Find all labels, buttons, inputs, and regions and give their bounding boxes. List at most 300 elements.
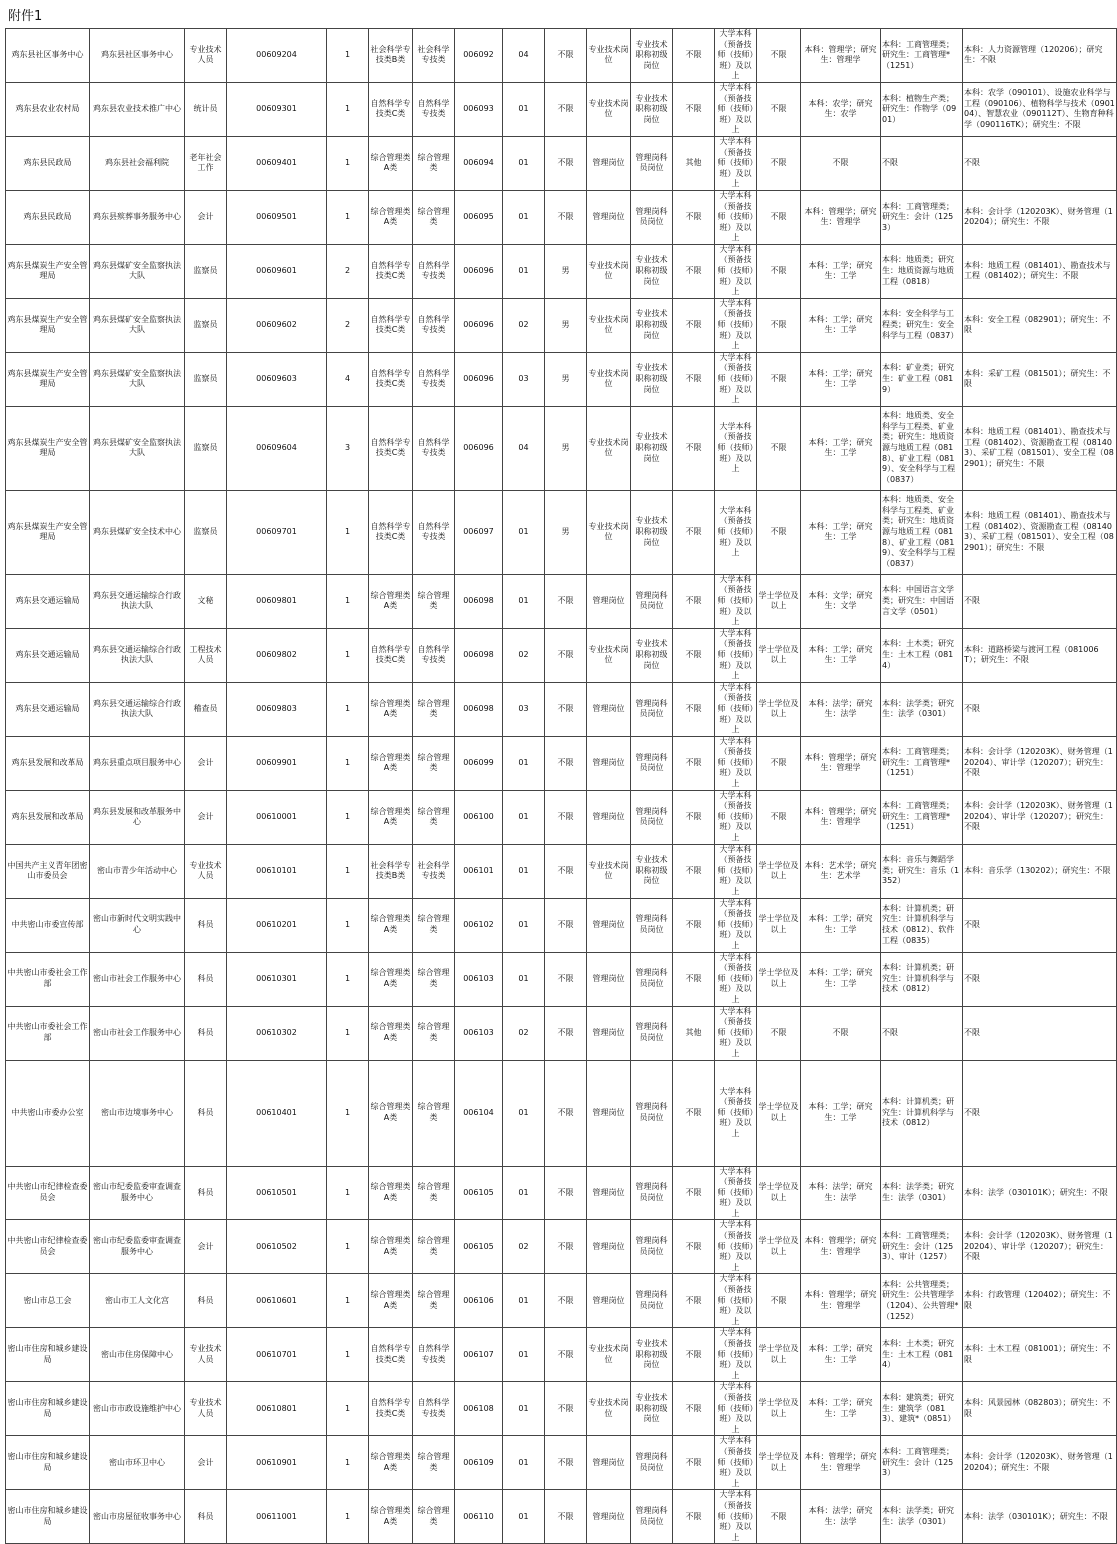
cell-exam-subject: 自然科学专技类	[413, 1328, 455, 1382]
cell-unit: 鸡东县交通运输综合行政执法大队	[90, 682, 185, 736]
cell-post-type: 专业技术岗位	[587, 1382, 631, 1436]
cell-post-type: 管理岗位	[587, 1060, 631, 1166]
cell-quota: 1	[327, 682, 369, 736]
cell-exam-subject: 自然科学专技类	[413, 628, 455, 682]
cell-gender: 不限	[545, 1436, 587, 1490]
cell-major: 本科：地质工程（081401）、勘查技术与工程（081402）；研究生：不限	[963, 244, 1117, 298]
cell-nature: 不限	[673, 190, 715, 244]
cell-major-category: 本科：地质类、安全科学与工程类、矿业类；研究生：地质资源与地质工程（0818）、矿业工程（0819）、安全科学与工程（0837）	[881, 406, 963, 490]
cell-gender: 不限	[545, 1060, 587, 1166]
cell-discipline: 本科：法学；研究生：法学	[801, 1166, 881, 1220]
cell-exam-type: 综合管理类A类	[369, 1274, 413, 1328]
cell-gender: 不限	[545, 1328, 587, 1382]
cell-education: 大学本科（预备技师（技师）班）及以上	[715, 1382, 757, 1436]
cell-unit: 鸡东县交通运输综合行政执法大队	[90, 574, 185, 628]
cell-department: 中共密山市纪律检查委员会	[6, 1220, 90, 1274]
cell-department: 鸡东县发展和改革局	[6, 736, 90, 790]
cell-education: 大学本科（预备技师（技师）班）及以上	[715, 298, 757, 352]
cell-degree: 不限	[757, 406, 801, 490]
cell-education: 大学本科（预备技师（技师）班）及以上	[715, 1006, 757, 1060]
cell-nature: 不限	[673, 352, 715, 406]
cell-post-type: 管理岗位	[587, 136, 631, 190]
cell-unit-code: 006095	[455, 190, 503, 244]
cell-discipline: 本科：法学；研究生：法学	[801, 682, 881, 736]
cell-education: 大学本科（预备技师（技师）班）及以上	[715, 1436, 757, 1490]
cell-gender: 不限	[545, 29, 587, 83]
table-row	[6, 1166, 1117, 1220]
cell-gender: 不限	[545, 790, 587, 844]
cell-unit-code: 006099	[455, 736, 503, 790]
cell-unit: 鸡东县重点项目服务中心	[90, 736, 185, 790]
cell-seq: 01	[503, 952, 545, 1006]
cell-exam-subject: 综合管理类	[413, 1220, 455, 1274]
cell-post-level: 管理岗科员岗位	[631, 790, 673, 844]
cell-degree: 不限	[757, 736, 801, 790]
cell-gender: 男	[545, 490, 587, 574]
cell-nature: 不限	[673, 952, 715, 1006]
cell-exam-type: 综合管理类A类	[369, 1436, 413, 1490]
cell-major: 本科：会计学（120203K）、财务管理（120204）；研究生：不限	[963, 190, 1117, 244]
cell-gender: 不限	[545, 1166, 587, 1220]
cell-major-category: 本科：地质类、安全科学与工程类、矿业类；研究生：地质资源与地质工程（0818）、矿业工程（0819）、安全科学与工程（0837）	[881, 490, 963, 574]
table-row	[6, 1490, 1117, 1544]
cell-post-type: 管理岗位	[587, 790, 631, 844]
cell-unit: 鸡东县煤矿安全监察执法大队	[90, 406, 185, 490]
cell-education: 大学本科（预备技师（技师）班）及以上	[715, 898, 757, 952]
cell-post-level: 管理岗科员岗位	[631, 1490, 673, 1544]
cell-degree: 学士学位及以上	[757, 1382, 801, 1436]
cell-department: 鸡东县社区事务中心	[6, 29, 90, 83]
cell-exam-type: 综合管理类A类	[369, 574, 413, 628]
cell-major: 不限	[963, 1006, 1117, 1060]
cell-exam-type: 社会科学专技类B类	[369, 844, 413, 898]
cell-seq: 03	[503, 352, 545, 406]
cell-nature: 不限	[673, 898, 715, 952]
cell-position: 监察员	[185, 244, 227, 298]
cell-department: 鸡东县民政局	[6, 136, 90, 190]
cell-unit: 密山市纪委监委审查调查服务中心	[90, 1166, 185, 1220]
cell-discipline: 本科：工学；研究生：工学	[801, 952, 881, 1006]
table-row	[6, 1328, 1117, 1382]
cell-position-code: 00609901	[227, 736, 327, 790]
cell-education: 大学本科（预备技师（技师）班）及以上	[715, 1490, 757, 1544]
cell-position: 科员	[185, 1274, 227, 1328]
cell-department: 鸡东县煤炭生产安全管理局	[6, 352, 90, 406]
cell-position-code: 00610301	[227, 952, 327, 1006]
cell-quota: 1	[327, 898, 369, 952]
cell-seq: 01	[503, 1436, 545, 1490]
cell-degree: 学士学位及以上	[757, 952, 801, 1006]
cell-major: 本科：会计学（120203K）、财务管理（120204）、审计学（120207）；研究生：不限	[963, 736, 1117, 790]
cell-exam-subject: 自然科学专技类	[413, 244, 455, 298]
cell-major: 不限	[963, 952, 1117, 1006]
cell-gender: 男	[545, 352, 587, 406]
cell-degree: 不限	[757, 190, 801, 244]
cell-education: 大学本科（预备技师（技师）班）及以上	[715, 190, 757, 244]
cell-post-type: 管理岗位	[587, 1006, 631, 1060]
document-title: 附件1	[8, 9, 43, 24]
table-row	[6, 244, 1117, 298]
cell-department: 鸡东县煤炭生产安全管理局	[6, 406, 90, 490]
cell-position: 会计	[185, 1220, 227, 1274]
cell-exam-subject: 综合管理类	[413, 574, 455, 628]
cell-unit: 鸡东县社区事务中心	[90, 29, 185, 83]
cell-unit: 密山市住房保障中心	[90, 1328, 185, 1382]
cell-degree: 不限	[757, 244, 801, 298]
table-row	[6, 898, 1117, 952]
cell-position: 会计	[185, 736, 227, 790]
cell-unit-code: 006106	[455, 1274, 503, 1328]
cell-exam-subject: 社会科学专技类	[413, 29, 455, 83]
cell-quota: 2	[327, 244, 369, 298]
cell-quota: 3	[327, 406, 369, 490]
cell-exam-type: 综合管理类A类	[369, 190, 413, 244]
cell-major: 本科：音乐学（130202）；研究生：不限	[963, 844, 1117, 898]
cell-major-category: 本科：工商管理类；研究生：会计（1253）	[881, 190, 963, 244]
table-row	[6, 1382, 1117, 1436]
cell-seq: 02	[503, 298, 545, 352]
cell-seq: 01	[503, 1490, 545, 1544]
cell-post-level: 管理岗科员岗位	[631, 736, 673, 790]
cell-position-code: 00611001	[227, 1490, 327, 1544]
cell-degree: 学士学位及以上	[757, 574, 801, 628]
cell-major-category: 本科：矿业类；研究生：矿业工程（0819）	[881, 352, 963, 406]
cell-exam-subject: 综合管理类	[413, 736, 455, 790]
cell-major-category: 本科：计算机类；研究生：计算机科学与技术（0812）	[881, 952, 963, 1006]
cell-exam-type: 综合管理类A类	[369, 682, 413, 736]
cell-position-code: 00609604	[227, 406, 327, 490]
cell-gender: 不限	[545, 628, 587, 682]
table-row	[6, 136, 1117, 190]
cell-position-code: 00609301	[227, 82, 327, 136]
cell-position: 监察员	[185, 352, 227, 406]
cell-unit-code: 006103	[455, 952, 503, 1006]
cell-education: 大学本科（预备技师（技师）班）及以上	[715, 1220, 757, 1274]
cell-quota: 1	[327, 1328, 369, 1382]
cell-exam-type: 自然科学专技类C类	[369, 244, 413, 298]
cell-position: 专业技术人员	[185, 844, 227, 898]
cell-post-type: 专业技术岗位	[587, 244, 631, 298]
cell-exam-type: 自然科学专技类C类	[369, 406, 413, 490]
cell-post-type: 专业技术岗位	[587, 29, 631, 83]
cell-discipline: 本科：工学；研究生：工学	[801, 298, 881, 352]
cell-quota: 1	[327, 628, 369, 682]
cell-major: 本科：采矿工程（081501）；研究生：不限	[963, 352, 1117, 406]
cell-department: 鸡东县煤炭生产安全管理局	[6, 298, 90, 352]
cell-quota: 1	[327, 1382, 369, 1436]
cell-post-type: 管理岗位	[587, 1166, 631, 1220]
cell-seq: 01	[503, 736, 545, 790]
cell-position: 会计	[185, 790, 227, 844]
cell-post-level: 管理岗科员岗位	[631, 1060, 673, 1166]
cell-post-level: 专业技术职称初级岗位	[631, 29, 673, 83]
cell-unit-code: 006093	[455, 82, 503, 136]
cell-exam-subject: 综合管理类	[413, 190, 455, 244]
cell-gender: 不限	[545, 1274, 587, 1328]
cell-post-type: 管理岗位	[587, 190, 631, 244]
cell-discipline: 本科：管理学；研究生：管理学	[801, 1220, 881, 1274]
cell-position-code: 00610101	[227, 844, 327, 898]
cell-unit-code: 006096	[455, 298, 503, 352]
cell-nature: 不限	[673, 298, 715, 352]
cell-post-level: 专业技术职称初级岗位	[631, 244, 673, 298]
cell-education: 大学本科（预备技师（技师）班）及以上	[715, 682, 757, 736]
cell-exam-subject: 综合管理类	[413, 1490, 455, 1544]
cell-exam-subject: 综合管理类	[413, 952, 455, 1006]
cell-exam-subject: 自然科学专技类	[413, 298, 455, 352]
cell-unit: 鸡东县煤矿安全监察执法大队	[90, 352, 185, 406]
cell-major: 本科：会计学（120203K）、财务管理（120204）；研究生：不限	[963, 1436, 1117, 1490]
cell-unit-code: 006110	[455, 1490, 503, 1544]
cell-exam-subject: 综合管理类	[413, 1006, 455, 1060]
cell-discipline: 本科：管理学；研究生：管理学	[801, 29, 881, 83]
cell-position-code: 00609802	[227, 628, 327, 682]
cell-position: 会计	[185, 190, 227, 244]
cell-gender: 不限	[545, 136, 587, 190]
cell-exam-type: 综合管理类A类	[369, 1006, 413, 1060]
cell-post-type: 管理岗位	[587, 952, 631, 1006]
table-row	[6, 82, 1117, 136]
cell-quota: 4	[327, 352, 369, 406]
cell-gender: 不限	[545, 736, 587, 790]
cell-seq: 01	[503, 1166, 545, 1220]
cell-seq: 02	[503, 628, 545, 682]
cell-discipline: 本科：工学；研究生：工学	[801, 244, 881, 298]
cell-major-category: 本科：地质类；研究生：地质资源与地质工程（0818）	[881, 244, 963, 298]
cell-gender: 不限	[545, 190, 587, 244]
table-row	[6, 628, 1117, 682]
cell-major-category: 本科：音乐与舞蹈学类；研究生：音乐（1352）	[881, 844, 963, 898]
cell-unit: 密山市青少年活动中心	[90, 844, 185, 898]
table-row	[6, 1060, 1117, 1166]
cell-discipline: 本科：管理学；研究生：管理学	[801, 1436, 881, 1490]
table-row	[6, 298, 1117, 352]
cell-exam-subject: 综合管理类	[413, 1436, 455, 1490]
cell-discipline: 不限	[801, 136, 881, 190]
cell-unit: 鸡东县社会福利院	[90, 136, 185, 190]
cell-discipline: 本科：管理学；研究生：管理学	[801, 790, 881, 844]
cell-gender: 不限	[545, 1382, 587, 1436]
cell-education: 大学本科（预备技师（技师）班）及以上	[715, 82, 757, 136]
cell-department: 鸡东县交通运输局	[6, 574, 90, 628]
cell-department: 鸡东县发展和改革局	[6, 790, 90, 844]
cell-degree: 不限	[757, 790, 801, 844]
cell-unit-code: 006092	[455, 29, 503, 83]
cell-nature: 不限	[673, 844, 715, 898]
cell-department: 密山市住房和城乡建设局	[6, 1490, 90, 1544]
cell-education: 大学本科（预备技师（技师）班）及以上	[715, 352, 757, 406]
cell-major: 本科：安全工程（082901）；研究生：不限	[963, 298, 1117, 352]
cell-education: 大学本科（预备技师（技师）班）及以上	[715, 574, 757, 628]
cell-position: 监察员	[185, 406, 227, 490]
cell-major: 本科：法学（030101K）；研究生：不限	[963, 1490, 1117, 1544]
cell-major-category: 本科：法学类；研究生：法学（0301）	[881, 1166, 963, 1220]
cell-discipline: 本科：工学；研究生：工学	[801, 352, 881, 406]
cell-nature: 不限	[673, 1328, 715, 1382]
cell-seq: 04	[503, 406, 545, 490]
cell-post-type: 管理岗位	[587, 1274, 631, 1328]
cell-nature: 不限	[673, 574, 715, 628]
cell-major: 本科：地质工程（081401）、勘查技术与工程（081402）、资源勘查工程（081403）、采矿工程（081501）、安全工程（082901）；研究生：不限	[963, 406, 1117, 490]
cell-position-code: 00610901	[227, 1436, 327, 1490]
cell-education: 大学本科（预备技师（技师）班）及以上	[715, 490, 757, 574]
cell-post-level: 专业技术职称初级岗位	[631, 628, 673, 682]
cell-education: 大学本科（预备技师（技师）班）及以上	[715, 244, 757, 298]
cell-exam-subject: 综合管理类	[413, 682, 455, 736]
cell-education: 大学本科（预备技师（技师）班）及以上	[715, 628, 757, 682]
cell-seq: 02	[503, 1006, 545, 1060]
cell-degree: 学士学位及以上	[757, 898, 801, 952]
table-row	[6, 1274, 1117, 1328]
cell-position: 会计	[185, 1436, 227, 1490]
cell-gender: 男	[545, 298, 587, 352]
table-row	[6, 574, 1117, 628]
cell-seq: 04	[503, 29, 545, 83]
cell-exam-subject: 综合管理类	[413, 1060, 455, 1166]
cell-exam-subject: 自然科学专技类	[413, 352, 455, 406]
cell-post-type: 专业技术岗位	[587, 406, 631, 490]
cell-degree: 不限	[757, 136, 801, 190]
cell-education: 大学本科（预备技师（技师）班）及以上	[715, 1166, 757, 1220]
cell-major: 本科：人力资源管理（120206）；研究生：不限	[963, 29, 1117, 83]
cell-education: 大学本科（预备技师（技师）班）及以上	[715, 844, 757, 898]
table-row	[6, 352, 1117, 406]
cell-post-type: 专业技术岗位	[587, 844, 631, 898]
cell-post-type: 专业技术岗位	[587, 298, 631, 352]
cell-major: 不限	[963, 1060, 1117, 1166]
cell-major-category: 本科：法学类；研究生：法学（0301）	[881, 1490, 963, 1544]
cell-post-level: 专业技术职称初级岗位	[631, 82, 673, 136]
cell-quota: 1	[327, 1166, 369, 1220]
cell-nature: 不限	[673, 628, 715, 682]
cell-post-level: 专业技术职称初级岗位	[631, 298, 673, 352]
cell-education: 大学本科（预备技师（技师）班）及以上	[715, 1274, 757, 1328]
cell-post-type: 专业技术岗位	[587, 490, 631, 574]
cell-exam-type: 综合管理类A类	[369, 1490, 413, 1544]
cell-major: 不限	[963, 898, 1117, 952]
cell-major-category: 本科：公共管理类；研究生：公共管理学（1204）、公共管理*（1252）	[881, 1274, 963, 1328]
cell-unit: 鸡东县交通运输综合行政执法大队	[90, 628, 185, 682]
cell-discipline: 本科：工学；研究生：工学	[801, 1060, 881, 1166]
cell-nature: 不限	[673, 1382, 715, 1436]
cell-major-category: 本科：建筑类；研究生：建筑学（0813）、建筑*（0851）	[881, 1382, 963, 1436]
cell-position: 监察员	[185, 490, 227, 574]
cell-unit: 鸡东县殡葬事务服务中心	[90, 190, 185, 244]
cell-unit-code: 006108	[455, 1382, 503, 1436]
cell-department: 鸡东县农业农村局	[6, 82, 90, 136]
cell-discipline: 本科：工学；研究生：工学	[801, 406, 881, 490]
cell-unit: 密山市纪委监委审查调查服务中心	[90, 1220, 185, 1274]
table-row	[6, 490, 1117, 574]
cell-nature: 不限	[673, 406, 715, 490]
cell-exam-type: 综合管理类A类	[369, 1220, 413, 1274]
cell-position-code: 00610302	[227, 1006, 327, 1060]
cell-quota: 1	[327, 1060, 369, 1166]
cell-nature: 不限	[673, 736, 715, 790]
cell-major: 本科：道路桥梁与渡河工程（081006T）；研究生：不限	[963, 628, 1117, 682]
cell-gender: 不限	[545, 952, 587, 1006]
cell-unit-code: 006096	[455, 406, 503, 490]
cell-position: 科员	[185, 1006, 227, 1060]
cell-gender: 男	[545, 244, 587, 298]
cell-degree: 不限	[757, 298, 801, 352]
cell-degree: 不限	[757, 1006, 801, 1060]
cell-quota: 2	[327, 298, 369, 352]
cell-post-type: 管理岗位	[587, 898, 631, 952]
cell-exam-type: 综合管理类A类	[369, 952, 413, 1006]
cell-gender: 男	[545, 406, 587, 490]
cell-nature: 不限	[673, 682, 715, 736]
cell-position-code: 00610001	[227, 790, 327, 844]
cell-discipline: 本科：农学；研究生：农学	[801, 82, 881, 136]
cell-exam-subject: 社会科学专技类	[413, 844, 455, 898]
cell-post-type: 管理岗位	[587, 736, 631, 790]
cell-unit-code: 006109	[455, 1436, 503, 1490]
cell-degree: 学士学位及以上	[757, 844, 801, 898]
cell-position-code: 00609801	[227, 574, 327, 628]
cell-unit-code: 006100	[455, 790, 503, 844]
cell-department: 密山市住房和城乡建设局	[6, 1436, 90, 1490]
cell-major-category: 本科：中国语言文学类；研究生：中国语言文学（0501）	[881, 574, 963, 628]
cell-exam-type: 自然科学专技类C类	[369, 1328, 413, 1382]
cell-department: 鸡东县民政局	[6, 190, 90, 244]
table-row	[6, 190, 1117, 244]
cell-quota: 1	[327, 736, 369, 790]
cell-quota: 1	[327, 790, 369, 844]
cell-quota: 1	[327, 29, 369, 83]
cell-major: 本科：地质工程（081401）、勘查技术与工程（081402）、资源勘查工程（081403）、采矿工程（081501）、安全工程（082901）；研究生：不限	[963, 490, 1117, 574]
cell-seq: 01	[503, 1328, 545, 1382]
cell-major-category: 不限	[881, 1006, 963, 1060]
cell-seq: 02	[503, 1220, 545, 1274]
cell-degree: 不限	[757, 82, 801, 136]
cell-position-code: 00610502	[227, 1220, 327, 1274]
cell-position-code: 00609701	[227, 490, 327, 574]
cell-major: 本科：会计学（120203K）、财务管理（120204）、审计学（120207）；研究生：不限	[963, 790, 1117, 844]
cell-quota: 1	[327, 82, 369, 136]
cell-quota: 1	[327, 952, 369, 1006]
cell-position-code: 00610401	[227, 1060, 327, 1166]
cell-post-type: 管理岗位	[587, 682, 631, 736]
cell-nature: 不限	[673, 29, 715, 83]
cell-exam-subject: 综合管理类	[413, 1274, 455, 1328]
cell-unit: 密山市工人文化宫	[90, 1274, 185, 1328]
cell-exam-type: 综合管理类A类	[369, 898, 413, 952]
cell-quota: 1	[327, 1274, 369, 1328]
cell-education: 大学本科（预备技师（技师）班）及以上	[715, 736, 757, 790]
cell-major-category: 本科：植物生产类；研究生：作物学（0901）	[881, 82, 963, 136]
cell-unit: 鸡东县农业技术推广中心	[90, 82, 185, 136]
cell-unit: 密山市社会工作服务中心	[90, 1006, 185, 1060]
cell-major-category: 本科：计算机类；研究生：计算机科学与技术（0812）、软件工程（0835）	[881, 898, 963, 952]
cell-post-level: 专业技术职称初级岗位	[631, 844, 673, 898]
cell-unit-code: 006098	[455, 628, 503, 682]
cell-exam-type: 自然科学专技类C类	[369, 490, 413, 574]
cell-exam-subject: 自然科学专技类	[413, 490, 455, 574]
cell-exam-type: 综合管理类A类	[369, 136, 413, 190]
cell-unit: 鸡东县发展和改革服务中心	[90, 790, 185, 844]
cell-quota: 1	[327, 190, 369, 244]
cell-degree: 不限	[757, 29, 801, 83]
cell-exam-subject: 综合管理类	[413, 898, 455, 952]
cell-position: 文秘	[185, 574, 227, 628]
cell-seq: 01	[503, 790, 545, 844]
cell-position-code: 00610801	[227, 1382, 327, 1436]
cell-position-code: 00609603	[227, 352, 327, 406]
cell-exam-subject: 自然科学专技类	[413, 82, 455, 136]
cell-nature: 不限	[673, 1166, 715, 1220]
cell-position-code: 00610701	[227, 1328, 327, 1382]
